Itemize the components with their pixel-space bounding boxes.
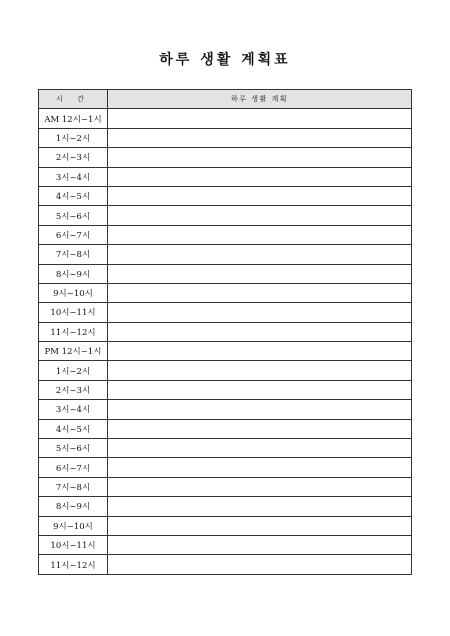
time-cell: 1시~2시 <box>39 361 108 380</box>
table-row <box>39 128 412 147</box>
time-cell: 9시~10시 <box>39 283 108 302</box>
table-body <box>39 109 412 574</box>
table-row <box>39 148 412 167</box>
plan-cell[interactable] <box>108 148 412 167</box>
time-cell: 2시~3시 <box>39 148 108 167</box>
time-cell: 2시~3시 <box>39 380 108 399</box>
time-cell: 10시~11시 <box>39 303 108 322</box>
table-row <box>39 264 412 283</box>
table-row <box>39 206 412 225</box>
plan-cell[interactable] <box>108 264 412 283</box>
table-row <box>39 361 412 380</box>
time-cell: 10시~11시 <box>39 535 108 554</box>
table-row <box>39 322 412 341</box>
schedule-table <box>38 89 412 575</box>
time-cell: 4시~5시 <box>39 419 108 438</box>
time-cell: 5시~6시 <box>39 206 108 225</box>
plan-cell[interactable] <box>108 516 412 535</box>
plan-cell[interactable] <box>108 555 412 574</box>
time-cell: 7시~8시 <box>39 245 108 264</box>
plan-cell[interactable] <box>108 477 412 496</box>
plan-cell[interactable] <box>108 225 412 244</box>
plan-cell[interactable] <box>108 206 412 225</box>
plan-cell[interactable] <box>108 361 412 380</box>
table-row <box>39 380 412 399</box>
plan-cell[interactable] <box>108 380 412 399</box>
time-cell: 9시~10시 <box>39 516 108 535</box>
plan-cell[interactable] <box>108 283 412 302</box>
table-row <box>39 245 412 264</box>
header-plan: 하루 생활 계획 <box>108 90 412 109</box>
table-row <box>39 555 412 574</box>
time-cell: 1시~2시 <box>39 128 108 147</box>
page-title: 하루 생활 계획표 <box>159 52 291 68</box>
time-cell: 4시~5시 <box>39 186 108 205</box>
plan-cell[interactable] <box>108 128 412 147</box>
plan-cell[interactable] <box>108 497 412 516</box>
table-row <box>39 342 412 361</box>
plan-cell[interactable] <box>108 186 412 205</box>
header-time: 시 간 <box>39 90 108 109</box>
plan-cell[interactable] <box>108 109 412 128</box>
time-cell: 11시~12시 <box>39 322 108 341</box>
table-row <box>39 186 412 205</box>
table-row <box>39 167 412 186</box>
table-header-row <box>39 90 412 109</box>
time-cell: 7시~8시 <box>39 477 108 496</box>
plan-cell[interactable] <box>108 458 412 477</box>
plan-cell[interactable] <box>108 303 412 322</box>
time-cell: 3시~4시 <box>39 167 108 186</box>
table-row <box>39 535 412 554</box>
table-row <box>39 516 412 535</box>
plan-cell[interactable] <box>108 535 412 554</box>
time-cell: 5시~6시 <box>39 439 108 458</box>
time-cell: 8시~9시 <box>39 497 108 516</box>
plan-cell[interactable] <box>108 167 412 186</box>
table-row <box>39 497 412 516</box>
time-cell: PM 12시~1시 <box>39 342 108 361</box>
table-row <box>39 439 412 458</box>
table-row <box>39 477 412 496</box>
time-cell: 3시~4시 <box>39 400 108 419</box>
plan-cell[interactable] <box>108 400 412 419</box>
time-cell: 8시~9시 <box>39 264 108 283</box>
time-cell: 6시~7시 <box>39 458 108 477</box>
time-cell: 6시~7시 <box>39 225 108 244</box>
table-row <box>39 303 412 322</box>
plan-cell[interactable] <box>108 439 412 458</box>
table-row <box>39 458 412 477</box>
plan-cell[interactable] <box>108 419 412 438</box>
plan-cell[interactable] <box>108 322 412 341</box>
table-row <box>39 400 412 419</box>
plan-cell[interactable] <box>108 245 412 264</box>
time-cell: 11시~12시 <box>39 555 108 574</box>
table-row <box>39 109 412 128</box>
time-cell: AM 12시~1시 <box>39 109 108 128</box>
table-row <box>39 419 412 438</box>
plan-cell[interactable] <box>108 342 412 361</box>
table-row <box>39 283 412 302</box>
table-row <box>39 225 412 244</box>
